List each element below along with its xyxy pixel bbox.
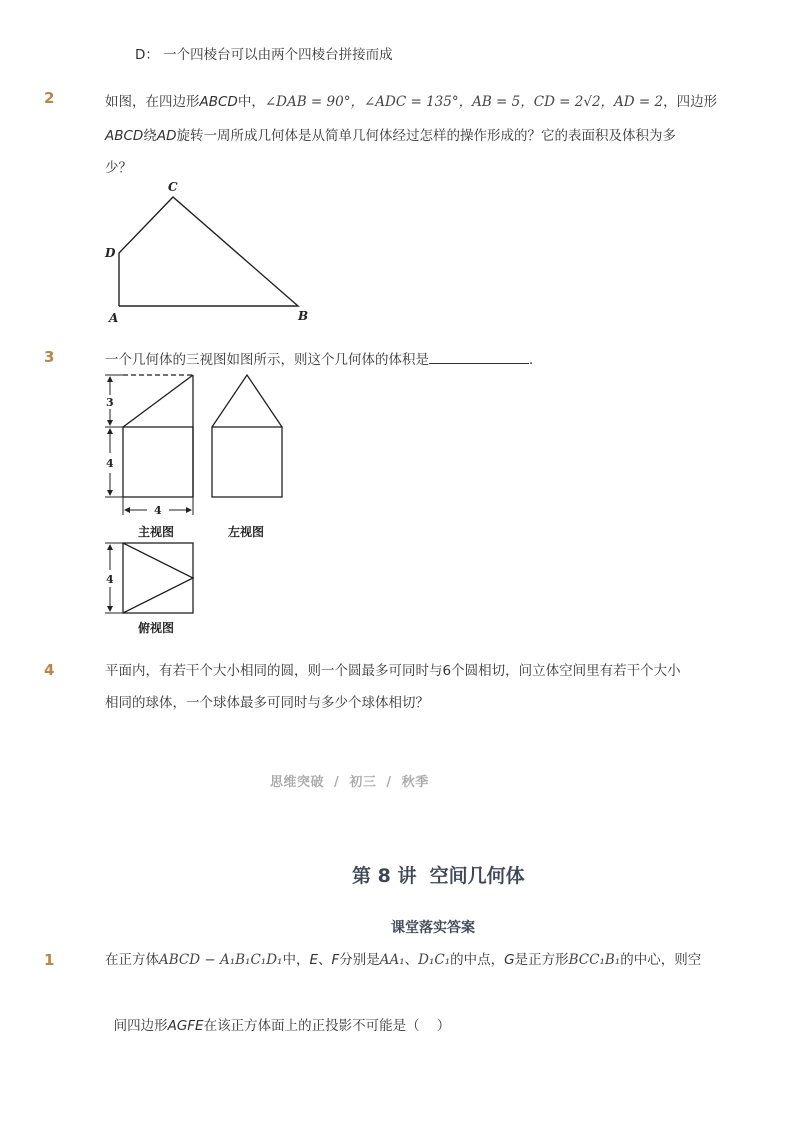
a1-face-bcc1b1: BCC₁B₁ — [568, 952, 621, 968]
a1-text: 间四边形 — [113, 1018, 168, 1034]
a1-text: 是正方形 — [514, 952, 569, 968]
q2-text: 旋转一周所成几何体是从简单几何体经过怎样的操作形成的？它的表面积及体积为多 — [176, 128, 676, 144]
quadrilateral-outline — [119, 197, 298, 306]
top-view — [105, 543, 193, 613]
a1-text: 分别是 — [339, 952, 380, 968]
a1-edge-aa1: AA₁ — [379, 952, 405, 968]
question-number-4: 4 — [44, 661, 55, 679]
a1-edge-d1c1: D₁C₁ — [418, 952, 451, 968]
a1-text: 的中心，则空 — [620, 952, 702, 968]
a1-point-g: G — [504, 952, 515, 968]
a1-line-2 — [105, 984, 450, 1040]
side-view — [212, 375, 282, 497]
q2-quadrilateral-figure — [95, 178, 325, 328]
q4-line-2: 相同的球体，一个球体最多可同时与多少个球体相切？ — [105, 695, 429, 711]
caption-side-view: 左视图 — [228, 525, 265, 539]
dim-label-height-top: 3 — [106, 396, 114, 409]
section-title: 课堂落实答案 — [391, 920, 475, 936]
page-footer: 思维突破 / 初三 / 秋季 — [270, 775, 429, 790]
a1-text: 的中点， — [450, 952, 505, 968]
q2-line-3: 少？ — [105, 160, 132, 176]
a1-quad-agfe: AGFE — [167, 1018, 204, 1034]
a1-text: 、 — [404, 952, 419, 968]
vertex-label-d: D — [105, 246, 116, 260]
q2-text: 绕 — [143, 128, 157, 144]
caption-front-view: 主视图 — [138, 525, 175, 539]
a1-line-1 — [105, 946, 701, 974]
a1-text: 在该正方体面上的正投影不可能是（ ） — [203, 1018, 451, 1034]
q2-line-1 — [105, 88, 717, 116]
a1-text: 中， — [282, 952, 310, 968]
front-view — [105, 375, 193, 515]
q3-text-end: ． — [529, 352, 543, 368]
q2-text: 中， — [237, 94, 265, 110]
a1-text: 、 — [317, 952, 332, 968]
question-number-2: 2 — [44, 89, 55, 107]
q2-conditions: ∠DAB = 90°，∠ADC = 135°，AB = 5，CD = 2√2，AD = 2 — [264, 94, 664, 110]
a1-cube-name: ABCD − A₁B₁C₁D₁ — [159, 952, 283, 968]
a1-text: 在正方体 — [105, 952, 159, 968]
vertex-label-b: B — [298, 309, 309, 323]
q3-answer-blank — [429, 349, 529, 364]
question-number-3: 3 — [44, 348, 55, 366]
q2-axis-name: AD — [156, 128, 177, 144]
dim-label-width: 4 — [154, 504, 162, 517]
a1-point-e: E — [309, 952, 318, 968]
q3-text: 一个几何体的三视图如图所示，则这个几何体的体积是 — [105, 352, 429, 368]
q2-text: ，四边形 — [663, 94, 718, 110]
q4-line-1: 平面内，有若干个大小相同的圆，则一个圆最多可同时与6个圆相切，问立体空间里有若干个大小 — [105, 663, 681, 679]
q1-option-d: D： 一个四棱台可以由两个四棱台拼接而成 — [135, 47, 393, 63]
q2-text: 如图，在四边形 — [105, 94, 200, 110]
q2-quad-name: ABCD — [199, 94, 238, 110]
answer-number-1: 1 — [44, 951, 55, 969]
q2-line-2 — [105, 122, 676, 150]
dim-label-height-bottom: 4 — [106, 457, 114, 470]
q2-quad-name: ABCD — [105, 128, 144, 144]
vertex-label-c: C — [168, 180, 178, 194]
dim-label-depth: 4 — [106, 573, 114, 586]
lecture-title: 第 8 讲 空间几何体 — [352, 865, 525, 887]
a1-point-f: F — [331, 952, 340, 968]
caption-top-view: 俯视图 — [138, 621, 175, 635]
vertex-label-a: A — [109, 311, 119, 325]
q3-three-view-figure — [95, 365, 295, 640]
